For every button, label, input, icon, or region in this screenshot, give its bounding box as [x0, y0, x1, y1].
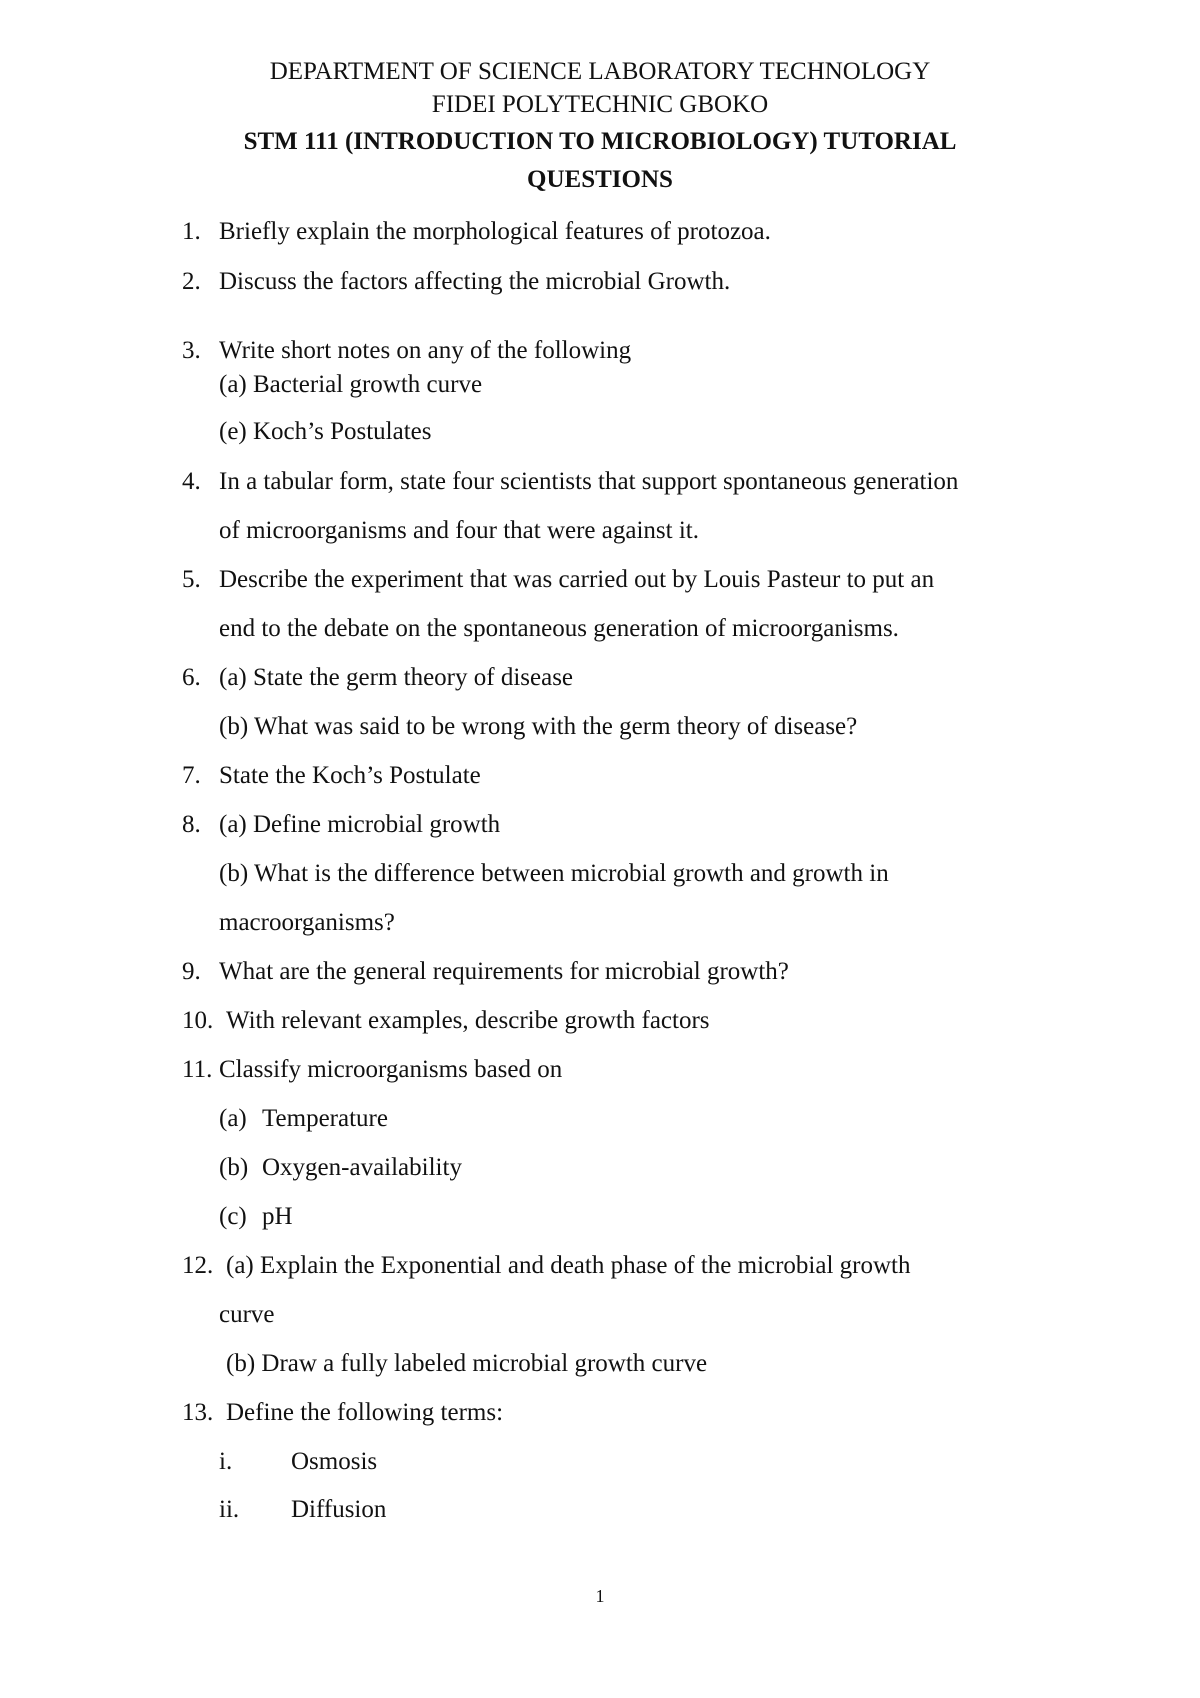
sub-question: (b) Draw a fully labeled microbial growth curve: [226, 1350, 708, 1377]
question-number: 7.: [182, 762, 201, 789]
question-number: 11.: [182, 1056, 213, 1083]
question-text: With relevant examples, describe growth factors: [226, 1007, 710, 1034]
question-number: 4.: [182, 468, 201, 495]
question-number: 5.: [182, 566, 201, 593]
question-text: Define the following terms:: [226, 1399, 504, 1426]
department-heading: DEPARTMENT OF SCIENCE LABORATORY TECHNOLOGY: [269, 58, 931, 85]
question-number: 3.: [182, 337, 201, 364]
sub-question: (b) What is the difference between microbial growth and growth in: [219, 860, 889, 887]
question-text: State the Koch’s Postulate: [219, 762, 481, 789]
question-text: In a tabular form, state four scientists that support spontaneous generation: [219, 468, 959, 495]
sub-question: Temperature: [262, 1105, 388, 1132]
question-number: 9.: [182, 958, 201, 985]
question-number: 2.: [182, 268, 201, 295]
question-text-continued: of microorganisms and four that were against it.: [219, 517, 699, 544]
sub-question-continued: macroorganisms?: [219, 909, 395, 936]
sub-question: (b) What was said to be wrong with the germ theory of disease?: [219, 713, 858, 740]
sub-question: (a) Bacterial growth curve: [219, 371, 483, 398]
sub-question: Oxygen-availability: [262, 1154, 462, 1181]
sub-question: (a) Explain the Exponential and death phase of the microbial growth: [226, 1252, 911, 1279]
sub-question-continued: curve: [219, 1301, 275, 1328]
question-text: What are the general requirements for microbial growth?: [219, 958, 789, 985]
term: Osmosis: [291, 1448, 378, 1475]
question-number: 12.: [182, 1252, 214, 1279]
page-number: 1: [595, 1586, 605, 1606]
question-number: 8.: [182, 811, 201, 838]
course-title-text: STM 111 (INTRODUCTION TO MICROBIOLOGY) TUTORIAL QUESTIONS: [243, 128, 957, 193]
term-label: ii.: [219, 1496, 240, 1523]
sub-question: (a) Define microbial growth: [219, 811, 501, 838]
question-number: 10.: [182, 1007, 214, 1034]
question-text: Discuss the factors affecting the microbial Growth.: [219, 268, 731, 295]
question-text: Describe the experiment that was carried out by Louis Pasteur to put an: [219, 566, 935, 593]
sub-question: (a) State the germ theory of disease: [219, 664, 574, 691]
question-text: Write short notes on any of the following: [219, 337, 632, 364]
sub-question-label: (a): [219, 1105, 247, 1132]
sub-question-label: (b): [219, 1154, 249, 1181]
term: Diffusion: [291, 1496, 387, 1523]
question-text: Classify microorganisms based on: [219, 1056, 563, 1083]
question-number: 13.: [182, 1399, 214, 1426]
question-number: 6.: [182, 664, 201, 691]
institution-heading: FIDEI POLYTECHNIC GBOKO: [431, 91, 769, 118]
question-text: Briefly explain the morphological features of protozoa.: [219, 218, 771, 245]
question-number: 1.: [182, 218, 201, 245]
sub-question: pH: [262, 1203, 293, 1230]
course-title: [0, 123, 1200, 199]
sub-question-label: (c): [219, 1203, 247, 1230]
question-text-continued: end to the debate on the spontaneous generation of microorganisms.: [219, 615, 899, 642]
sub-question: (e) Koch’s Postulates: [219, 418, 432, 445]
term-label: i.: [219, 1448, 233, 1475]
